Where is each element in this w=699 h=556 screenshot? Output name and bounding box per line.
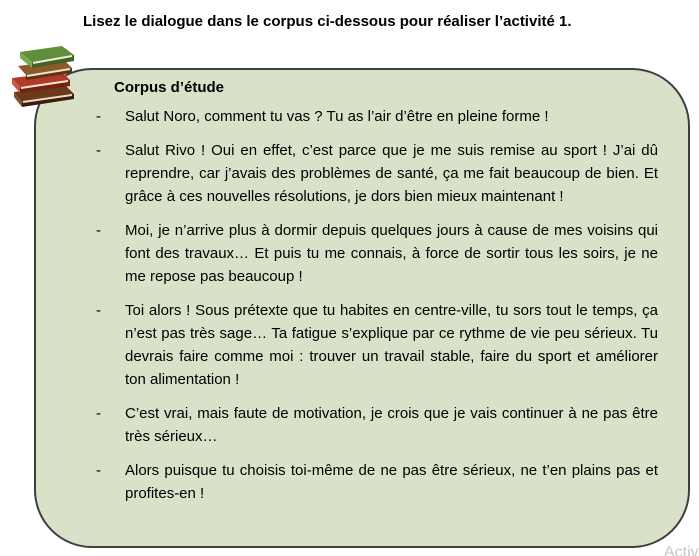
dialogue-text: C’est vrai, mais faute de motivation, je crois que je vais continuer à ne pas être très sérieux…	[125, 405, 658, 445]
dash-bullet: -	[96, 302, 101, 319]
dialogue-line	[96, 105, 658, 128]
activation-watermark: Activ	[664, 544, 699, 556]
dash-bullet: -	[96, 405, 101, 422]
dialogue-line	[96, 139, 658, 208]
dash-bullet: -	[96, 142, 101, 159]
books-stack-icon	[8, 42, 80, 110]
dialogue-line	[96, 402, 658, 448]
dialogue-line	[96, 219, 658, 288]
dash-bullet: -	[96, 462, 101, 479]
dialogue-text: Salut Noro, comment tu vas ? Tu as l’air d’être en pleine forme !	[125, 108, 549, 125]
dialogue-text: Moi, je n’arrive plus à dormir depuis quelques jours à cause de mes voisins qui font des travaux… Et puis tu me connais, à force de sortir tous les soirs, je ne me repose pas beaucoup !	[125, 222, 658, 285]
dialogue-text: Salut Rivo ! Oui en effet, c’est parce que je me suis remise au sport ! J’ai dû reprendre, car j’avais des problèmes de santé, ça me fait beaucoup de bien. Et grâce à ces nouvelles résolutions, je dors bien mieux maintenant !	[125, 142, 658, 205]
instruction-text: Lisez le dialogue dans le corpus ci-dessous pour réaliser l’activité 1.	[83, 13, 572, 30]
dialogue-list	[96, 105, 658, 516]
dialogue-text: Toi alors ! Sous prétexte que tu habites en centre-ville, tu sors tout le temps, ça n’est pas très sage… Ta fatigue s’explique par ce rythme de vie peu sérieux. Tu devrais faire comme moi : trouver un travail stable, faire du sport et améliorer ton alimentation !	[125, 302, 658, 388]
dash-bullet: -	[96, 108, 101, 125]
dialogue-line	[96, 459, 658, 505]
dialogue-line	[96, 299, 658, 391]
dash-bullet: -	[96, 222, 101, 239]
corpus-title: Corpus d’étude	[114, 79, 225, 96]
dialogue-text: Alors puisque tu choisis toi-même de ne pas être sérieux, ne t’en plains pas et profites-en !	[125, 462, 658, 502]
